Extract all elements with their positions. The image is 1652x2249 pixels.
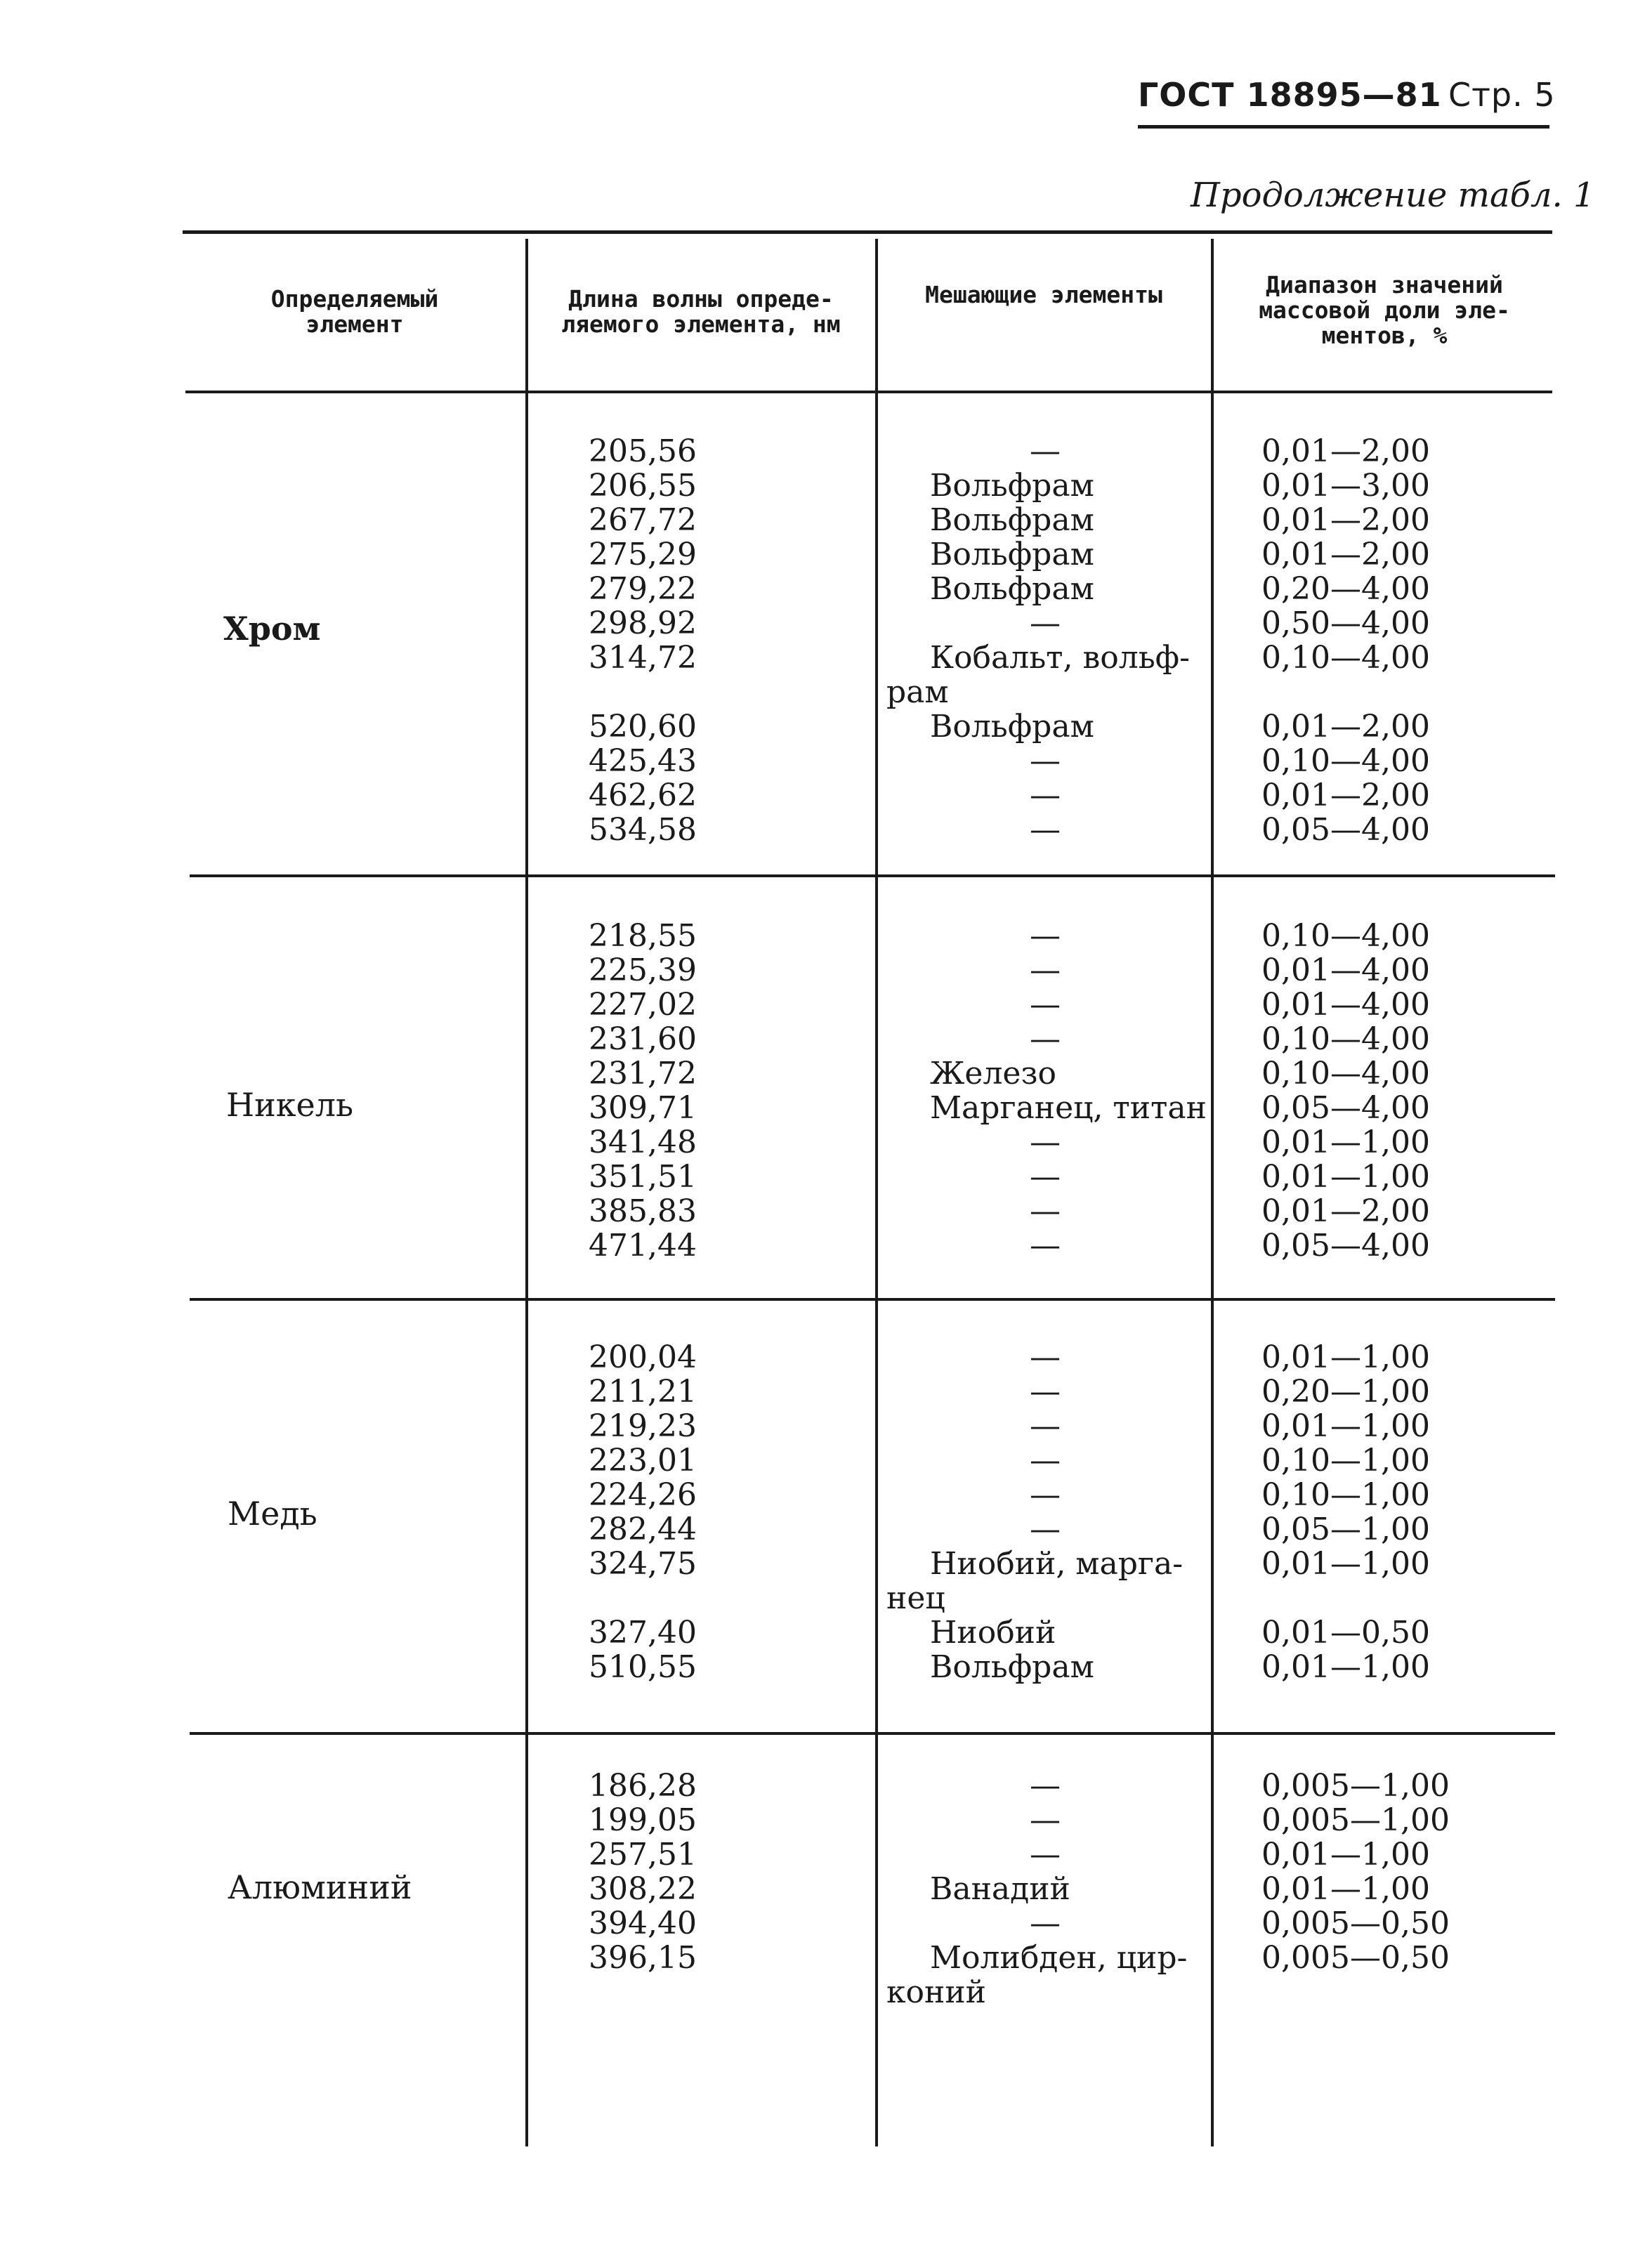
mass-fraction-range-cell: 0,10—1,00	[1261, 1477, 1430, 1513]
interfering-dash: —	[1030, 1768, 1061, 1804]
mass-fraction-range-cell: 0,01—1,00	[1261, 1837, 1430, 1873]
wavelength-cell: 425,43	[589, 743, 697, 779]
interfering-dash: —	[1030, 1408, 1061, 1444]
wavelength-cell: 218,55	[589, 918, 697, 954]
mass-fraction-range-cell: 0,05—4,00	[1261, 1090, 1430, 1126]
interfering-cell: Марганец, титан	[930, 1090, 1207, 1126]
mass-fraction-range-cell: 0,05—1,00	[1261, 1512, 1430, 1547]
wavelength-cell: 385,83	[589, 1193, 697, 1229]
interfering-cell-continuation: нец	[886, 1580, 945, 1616]
mass-fraction-range-cell: 0,01—1,00	[1261, 1408, 1430, 1444]
interfering-dash: —	[1030, 987, 1061, 1023]
element-name-chromium: Хром	[223, 610, 321, 648]
column-heading-line: массовой доли эле-	[1259, 296, 1510, 324]
mass-fraction-range-cell: 0,01—0,50	[1261, 1615, 1430, 1651]
interfering-cell: Вольфрам	[930, 1649, 1094, 1685]
column-heading-interfering	[881, 282, 1207, 308]
column-heading-wavelength	[531, 287, 871, 337]
wavelength-cell: 462,62	[589, 778, 697, 813]
mass-fraction-range-cell: 0,10—4,00	[1261, 1021, 1430, 1057]
mass-fraction-range-cell: 0,10—4,00	[1261, 1056, 1430, 1091]
mass-fraction-range-cell: 0,01—2,00	[1261, 709, 1430, 745]
interfering-dash: —	[1030, 1339, 1061, 1375]
interfering-dash: —	[1030, 1512, 1061, 1547]
mass-fraction-range-cell: 0,01—4,00	[1261, 987, 1430, 1023]
wavelength-cell: 510,55	[589, 1649, 697, 1685]
interfering-dash: —	[1030, 433, 1061, 469]
wavelength-cell: 200,04	[589, 1339, 697, 1375]
interfering-dash: —	[1030, 605, 1061, 641]
mass-fraction-range-cell: 0,05—4,00	[1261, 1228, 1430, 1264]
interfering-dash: —	[1030, 812, 1061, 848]
wavelength-cell: 225,39	[589, 952, 697, 988]
element-name-nickel: Никель	[226, 1086, 354, 1124]
mass-fraction-range-cell: 0,01—2,00	[1261, 778, 1430, 813]
header-underline	[1138, 125, 1549, 129]
interfering-dash: —	[1030, 1228, 1061, 1264]
wavelength-cell: 257,51	[589, 1837, 697, 1873]
wavelength-cell: 279,22	[589, 571, 697, 607]
element-name-aluminium: Алюминий	[228, 1868, 412, 1906]
mass-fraction-range-cell: 0,10—1,00	[1261, 1443, 1430, 1478]
mass-fraction-range-cell: 0,005—1,00	[1261, 1802, 1450, 1838]
interfering-dash: —	[1030, 952, 1061, 988]
wavelength-cell: 206,55	[589, 468, 697, 504]
mass-fraction-range-cell: 0,01—3,00	[1261, 468, 1430, 504]
interfering-cell: Молибден, цир-	[930, 1940, 1188, 1976]
wavelength-cell: 223,01	[589, 1443, 697, 1478]
group-separator	[190, 1732, 1555, 1735]
wavelength-cell: 267,72	[589, 502, 697, 538]
mass-fraction-range-cell: 0,50—4,00	[1261, 605, 1430, 641]
column-divider-3	[1211, 239, 1214, 2146]
mass-fraction-range-cell: 0,01—1,00	[1261, 1339, 1430, 1375]
mass-fraction-range-cell: 0,10—4,00	[1261, 640, 1430, 676]
interfering-dash: —	[1030, 1802, 1061, 1838]
wavelength-cell: 308,22	[589, 1871, 697, 1907]
mass-fraction-range-cell: 0,01—1,00	[1261, 1871, 1430, 1907]
interfering-cell-continuation: коний	[886, 1974, 986, 2010]
group-separator	[190, 1298, 1555, 1301]
interfering-dash: —	[1030, 1374, 1061, 1410]
mass-fraction-range-cell: 0,01—4,00	[1261, 952, 1430, 988]
interfering-cell: Железо	[930, 1056, 1056, 1091]
wavelength-cell: 275,29	[589, 537, 697, 572]
wavelength-cell: 324,75	[589, 1546, 697, 1582]
interfering-dash: —	[1030, 1443, 1061, 1478]
wavelength-cell: 471,44	[589, 1228, 697, 1264]
interfering-cell: Вольфрам	[930, 709, 1094, 745]
wavelength-cell: 351,51	[589, 1159, 697, 1195]
column-heading-line: Определяемый	[270, 285, 439, 313]
column-heading-line: ментов, %	[1321, 322, 1448, 349]
interfering-dash: —	[1030, 1193, 1061, 1229]
mass-fraction-range-cell: 0,01—1,00	[1261, 1159, 1430, 1195]
wavelength-cell: 199,05	[589, 1802, 697, 1838]
interfering-cell: Вольфрам	[930, 502, 1094, 538]
wavelength-cell: 205,56	[589, 433, 697, 469]
wavelength-cell: 231,60	[589, 1021, 697, 1057]
interfering-dash: —	[1030, 778, 1061, 813]
page-number: Стр. 5	[1448, 76, 1556, 114]
mass-fraction-range-cell: 0,01—1,00	[1261, 1649, 1430, 1685]
interfering-dash: —	[1030, 1159, 1061, 1195]
wavelength-cell: 211,21	[589, 1374, 697, 1410]
mass-fraction-range-cell: 0,01—2,00	[1261, 1193, 1430, 1229]
wavelength-cell: 219,23	[589, 1408, 697, 1444]
wavelength-cell: 534,58	[589, 812, 697, 848]
interfering-dash: —	[1030, 1021, 1061, 1057]
wavelength-cell: 396,15	[589, 1940, 697, 1976]
mass-fraction-range-cell: 0,10—4,00	[1261, 918, 1430, 954]
standard-number: ГОСТ 18895—81	[1138, 76, 1442, 114]
interfering-dash: —	[1030, 1837, 1061, 1873]
column-heading-line: Длина волны опреде-	[568, 285, 834, 313]
mass-fraction-range-cell: 0,10—4,00	[1261, 743, 1430, 779]
mass-fraction-range-cell: 0,01—2,00	[1261, 502, 1430, 538]
column-divider-1	[525, 239, 528, 2146]
mass-fraction-range-cell: 0,20—4,00	[1261, 571, 1430, 607]
column-heading-line: элемент	[306, 310, 404, 338]
wavelength-cell: 314,72	[589, 640, 697, 676]
interfering-cell: Ниобий, марга-	[930, 1546, 1184, 1582]
group-separator	[190, 874, 1555, 877]
column-heading-element	[190, 287, 520, 337]
interfering-dash: —	[1030, 1477, 1061, 1513]
table-header-rule	[185, 391, 1552, 393]
interfering-cell: Ниобий	[930, 1615, 1056, 1651]
wavelength-cell: 520,60	[589, 709, 697, 745]
mass-fraction-range-cell: 0,005—0,50	[1261, 1906, 1450, 1941]
interfering-cell: Вольфрам	[930, 537, 1094, 572]
column-divider-2	[875, 239, 878, 2146]
interfering-dash: —	[1030, 918, 1061, 954]
column-heading-line: Мешающие элементы	[925, 281, 1162, 308]
continuation-caption: Продолжение табл. 1	[1191, 176, 1595, 215]
interfering-cell: Вольфрам	[930, 571, 1094, 607]
interfering-cell: Кобальт, вольф-	[930, 640, 1190, 676]
wavelength-cell: 186,28	[589, 1768, 697, 1804]
table-top-rule	[183, 230, 1552, 234]
wavelength-cell: 231,72	[589, 1056, 697, 1091]
interfering-dash: —	[1030, 1906, 1061, 1941]
wavelength-cell: 394,40	[589, 1906, 697, 1941]
wavelength-cell: 282,44	[589, 1512, 697, 1547]
interfering-dash: —	[1030, 1124, 1061, 1160]
wavelength-cell: 227,02	[589, 987, 697, 1023]
wavelength-cell: 298,92	[589, 605, 697, 641]
mass-fraction-range-cell: 0,01—2,00	[1261, 433, 1430, 469]
wavelength-cell: 327,40	[589, 1615, 697, 1651]
column-heading-line: Диапазон значений	[1266, 271, 1503, 299]
mass-fraction-range-cell: 0,005—0,50	[1261, 1940, 1450, 1976]
mass-fraction-range-cell: 0,20—1,00	[1261, 1374, 1430, 1410]
wavelength-cell: 224,26	[589, 1477, 697, 1513]
element-name-copper: Медь	[228, 1495, 317, 1533]
column-heading-range	[1217, 273, 1552, 348]
interfering-cell-continuation: рам	[886, 674, 949, 710]
wavelength-cell: 341,48	[589, 1124, 697, 1160]
wavelength-cell: 309,71	[589, 1090, 697, 1126]
mass-fraction-range-cell: 0,05—4,00	[1261, 812, 1430, 848]
mass-fraction-range-cell: 0,01—1,00	[1261, 1546, 1430, 1582]
mass-fraction-range-cell: 0,01—2,00	[1261, 537, 1430, 572]
column-heading-line: ляемого элемента, нм	[561, 310, 841, 338]
mass-fraction-range-cell: 0,005—1,00	[1261, 1768, 1450, 1804]
interfering-dash: —	[1030, 743, 1061, 779]
interfering-cell: Вольфрам	[930, 468, 1094, 504]
mass-fraction-range-cell: 0,01—1,00	[1261, 1124, 1430, 1160]
interfering-cell: Ванадий	[930, 1871, 1070, 1907]
